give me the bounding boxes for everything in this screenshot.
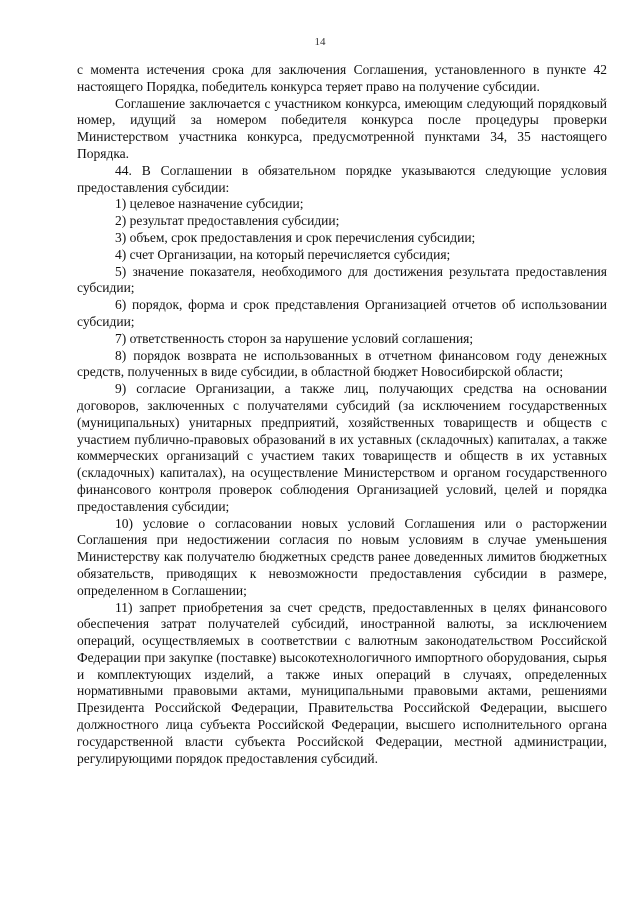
list-item-1: 1) целевое назначение субсидии; xyxy=(115,196,304,212)
list-item-2: 2) результат предоставления субсидии; xyxy=(115,213,340,229)
list-item-4: 4) счет Организации, на который перечисляется субсидия; xyxy=(115,246,451,262)
list-item-6: 6) порядок, форма и срок представления Организацией отчетов об использовании субсидии; xyxy=(77,297,607,329)
paragraph-clause-44: 44. В Соглашении в обязательном порядке указываются следующие условия предоставления субсидии: xyxy=(77,162,607,195)
list-item-9: 9) согласие Организации, а также лиц, получающих средства на основании договоров, заключенных с получателями субсидий (за исключением государственных (муниципальных) унитарных предприятий, хозяйственных товариществ и обществ с участием публично-правовых образований в их уставных (складочных) капиталах, а также коммерческих организаций с участием таких товариществ и обществ в их уставных (складочных) капиталах), на осуществление Министерством и органом государственного финансового контроля проверок соблюдения Организацией условий, целей и порядка предоставления субсидии; xyxy=(77,381,607,514)
document-body xyxy=(77,62,607,767)
list-item-7: 7) ответственность сторон за нарушение условий соглашения; xyxy=(115,330,474,346)
paragraph-continuation: с момента истечения срока для заключения Соглашения, установленного в пункте 42 настоящего Порядка, победитель конкурса теряет право на получение субсидии. xyxy=(77,62,607,94)
page-number: 14 xyxy=(314,36,326,48)
list-item-3: 3) объем, срок предоставления и срок перечисления субсидии; xyxy=(115,229,476,245)
paragraph-agreement-next-participant: Соглашение заключается с участником конкурса, имеющим следующий порядковый номер, идущий за номером победителя конкурса после процедуры проверки Министерством участника конкурса, предусмотренной пунктами 34, 35 настоящего Порядка. xyxy=(77,95,607,161)
list-item-5: 5) значение показателя, необходимого для достижения результата предоставления субсидии; xyxy=(77,263,607,296)
list-item-8: 8) порядок возврата не использованных в отчетном финансовом году денежных средств, полученных в виде субсидии, в областной бюджет Новосибирской области; xyxy=(77,347,607,380)
list-item-11: 11) запрет приобретения за счет средств, предоставленных в целях финансового обеспечения затрат получателей субсидий, иностранной валюты, за исключением операций, осуществляемых в соответствии с валютным законодательством Российской Федерации при закупке (поставке) высокотехнологичного импортного оборудования, сырья и комплектующих изделий, а также иных операций в случаях, определенных нормативными правовыми актами, муниципальными правовыми актами, решениями Президента Российской Федерации, Правительства Российской Федерации, высшего должностного лица субъекта Российской Федерации, высшего исполнительного органа государственной власти субъекта Российской Федерации, местной администрации, регулирующими порядок предоставления субсидий. xyxy=(77,599,607,766)
list-item-10: 10) условие о согласовании новых условий Соглашения или о расторжении Соглашения при недостижении согласия по новым условиям в случае уменьшения Министерству как получателю бюджетных средств ранее доведенных лимитов бюджетных обязательств, приводящих к невозможности предоставления субсидии в размере, определенном в Соглашении; xyxy=(77,515,607,598)
